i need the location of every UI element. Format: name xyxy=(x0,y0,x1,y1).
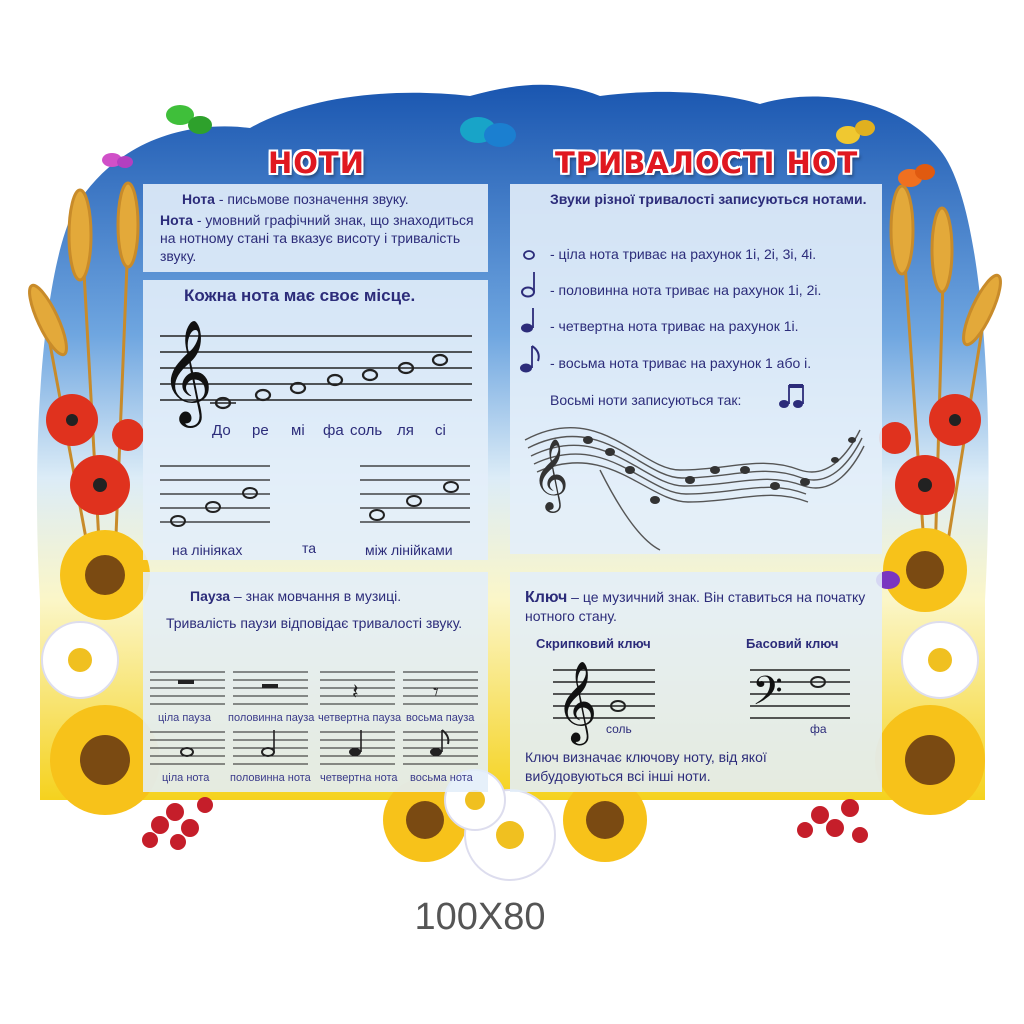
pause-definition xyxy=(190,588,401,604)
note-def-text-1: - письмове позначення звуку. xyxy=(214,191,409,207)
duration-item-eighth: - восьма нота триває на рахунок 1 або і. xyxy=(550,355,812,371)
clef-def-text: – це музичний знак. Він ставиться на початку нотного стану. xyxy=(525,589,866,624)
stand-dimensions: 100X80 xyxy=(414,896,546,938)
swirl-treble-clef-icon: 𝄞 xyxy=(532,437,569,510)
and-label: та xyxy=(302,540,317,556)
note-label-half: половинна нота xyxy=(230,772,311,784)
sol-label: соль xyxy=(606,722,632,736)
fa-label: фа xyxy=(810,722,827,736)
note-name-la: ля xyxy=(397,422,414,439)
note-term-2: Нота xyxy=(160,212,193,228)
between-lines-label: між лінійками xyxy=(365,542,453,558)
durations-intro: Звуки різної тривалості записуються нотами. xyxy=(550,191,867,207)
note-name-mi: мі xyxy=(291,422,305,439)
note-def-text-2: - умовний графічний знак, що знаходиться на нотному стані та вказує висоту і тривалість звуку. xyxy=(160,212,474,264)
pause-def-text: – знак мовчання в музиці. xyxy=(230,588,402,604)
note-label-quarter: четвертна нота xyxy=(320,772,398,784)
rest-label-half: половинна пауза xyxy=(228,712,315,724)
note-definition-1 xyxy=(160,190,480,208)
pause-term: Пауза xyxy=(190,588,231,604)
note-definition-2 xyxy=(160,211,480,265)
note-label-eighth: восьма нота xyxy=(410,772,473,784)
note-name-sol: соль xyxy=(350,422,383,439)
half-rest-icon xyxy=(262,684,278,688)
durations-title: ТРИВАЛОСТІ НОТ xyxy=(555,146,859,180)
rest-label-eighth: восьма пауза xyxy=(406,712,475,724)
note-definition-block xyxy=(160,190,480,265)
clef-term: Ключ xyxy=(525,589,568,606)
treble-clef-large-icon: 𝄞 xyxy=(556,660,598,742)
duration-item-quarter: - четвертна нота триває на рахунок 1і. xyxy=(550,318,799,334)
note-places-heading: Кожна нота має своє місце. xyxy=(184,286,416,305)
bass-clef-label: Басовий ключ xyxy=(746,636,839,651)
eighth-rest-icon: 𝄾 xyxy=(433,680,439,705)
note-name-fa: фа xyxy=(323,422,344,439)
note-name-do: До xyxy=(212,422,231,439)
note-name-si: сі xyxy=(435,422,446,439)
note-term-1: Нота xyxy=(182,191,215,207)
treble-clef-label: Скрипковий ключ xyxy=(536,636,651,651)
duration-item-whole: - ціла нота триває на рахунок 1і, 2і, 3і, 4і. xyxy=(550,246,817,262)
on-lines-label: на лініяках xyxy=(172,542,243,558)
clef-footer-text: Ключ визначає ключову ноту, від якої вибудовуються всі інші ноти. xyxy=(525,749,767,784)
treble-clef-icon: 𝄞 xyxy=(160,319,214,424)
note-name-re: ре xyxy=(252,422,269,439)
whole-rest-icon xyxy=(178,680,194,684)
bass-clef-icon: 𝄢 xyxy=(752,668,783,724)
pause-duration-text: Тривалість паузи відповідає тривалості звуку. xyxy=(166,615,463,631)
rest-label-whole: ціла пауза xyxy=(158,712,211,724)
duration-item-half: - половинна нота триває на рахунок 1і, 2і. xyxy=(550,282,822,298)
quarter-rest-icon: 𝄽 xyxy=(352,680,359,705)
rest-label-quarter: четвертна пауза xyxy=(318,712,402,724)
eighths-written-text: Восьмі ноти записуються так: xyxy=(550,392,742,408)
notes-title: НОТИ xyxy=(268,146,365,180)
clef-definition xyxy=(525,588,870,626)
note-label-whole: ціла нота xyxy=(162,772,210,784)
